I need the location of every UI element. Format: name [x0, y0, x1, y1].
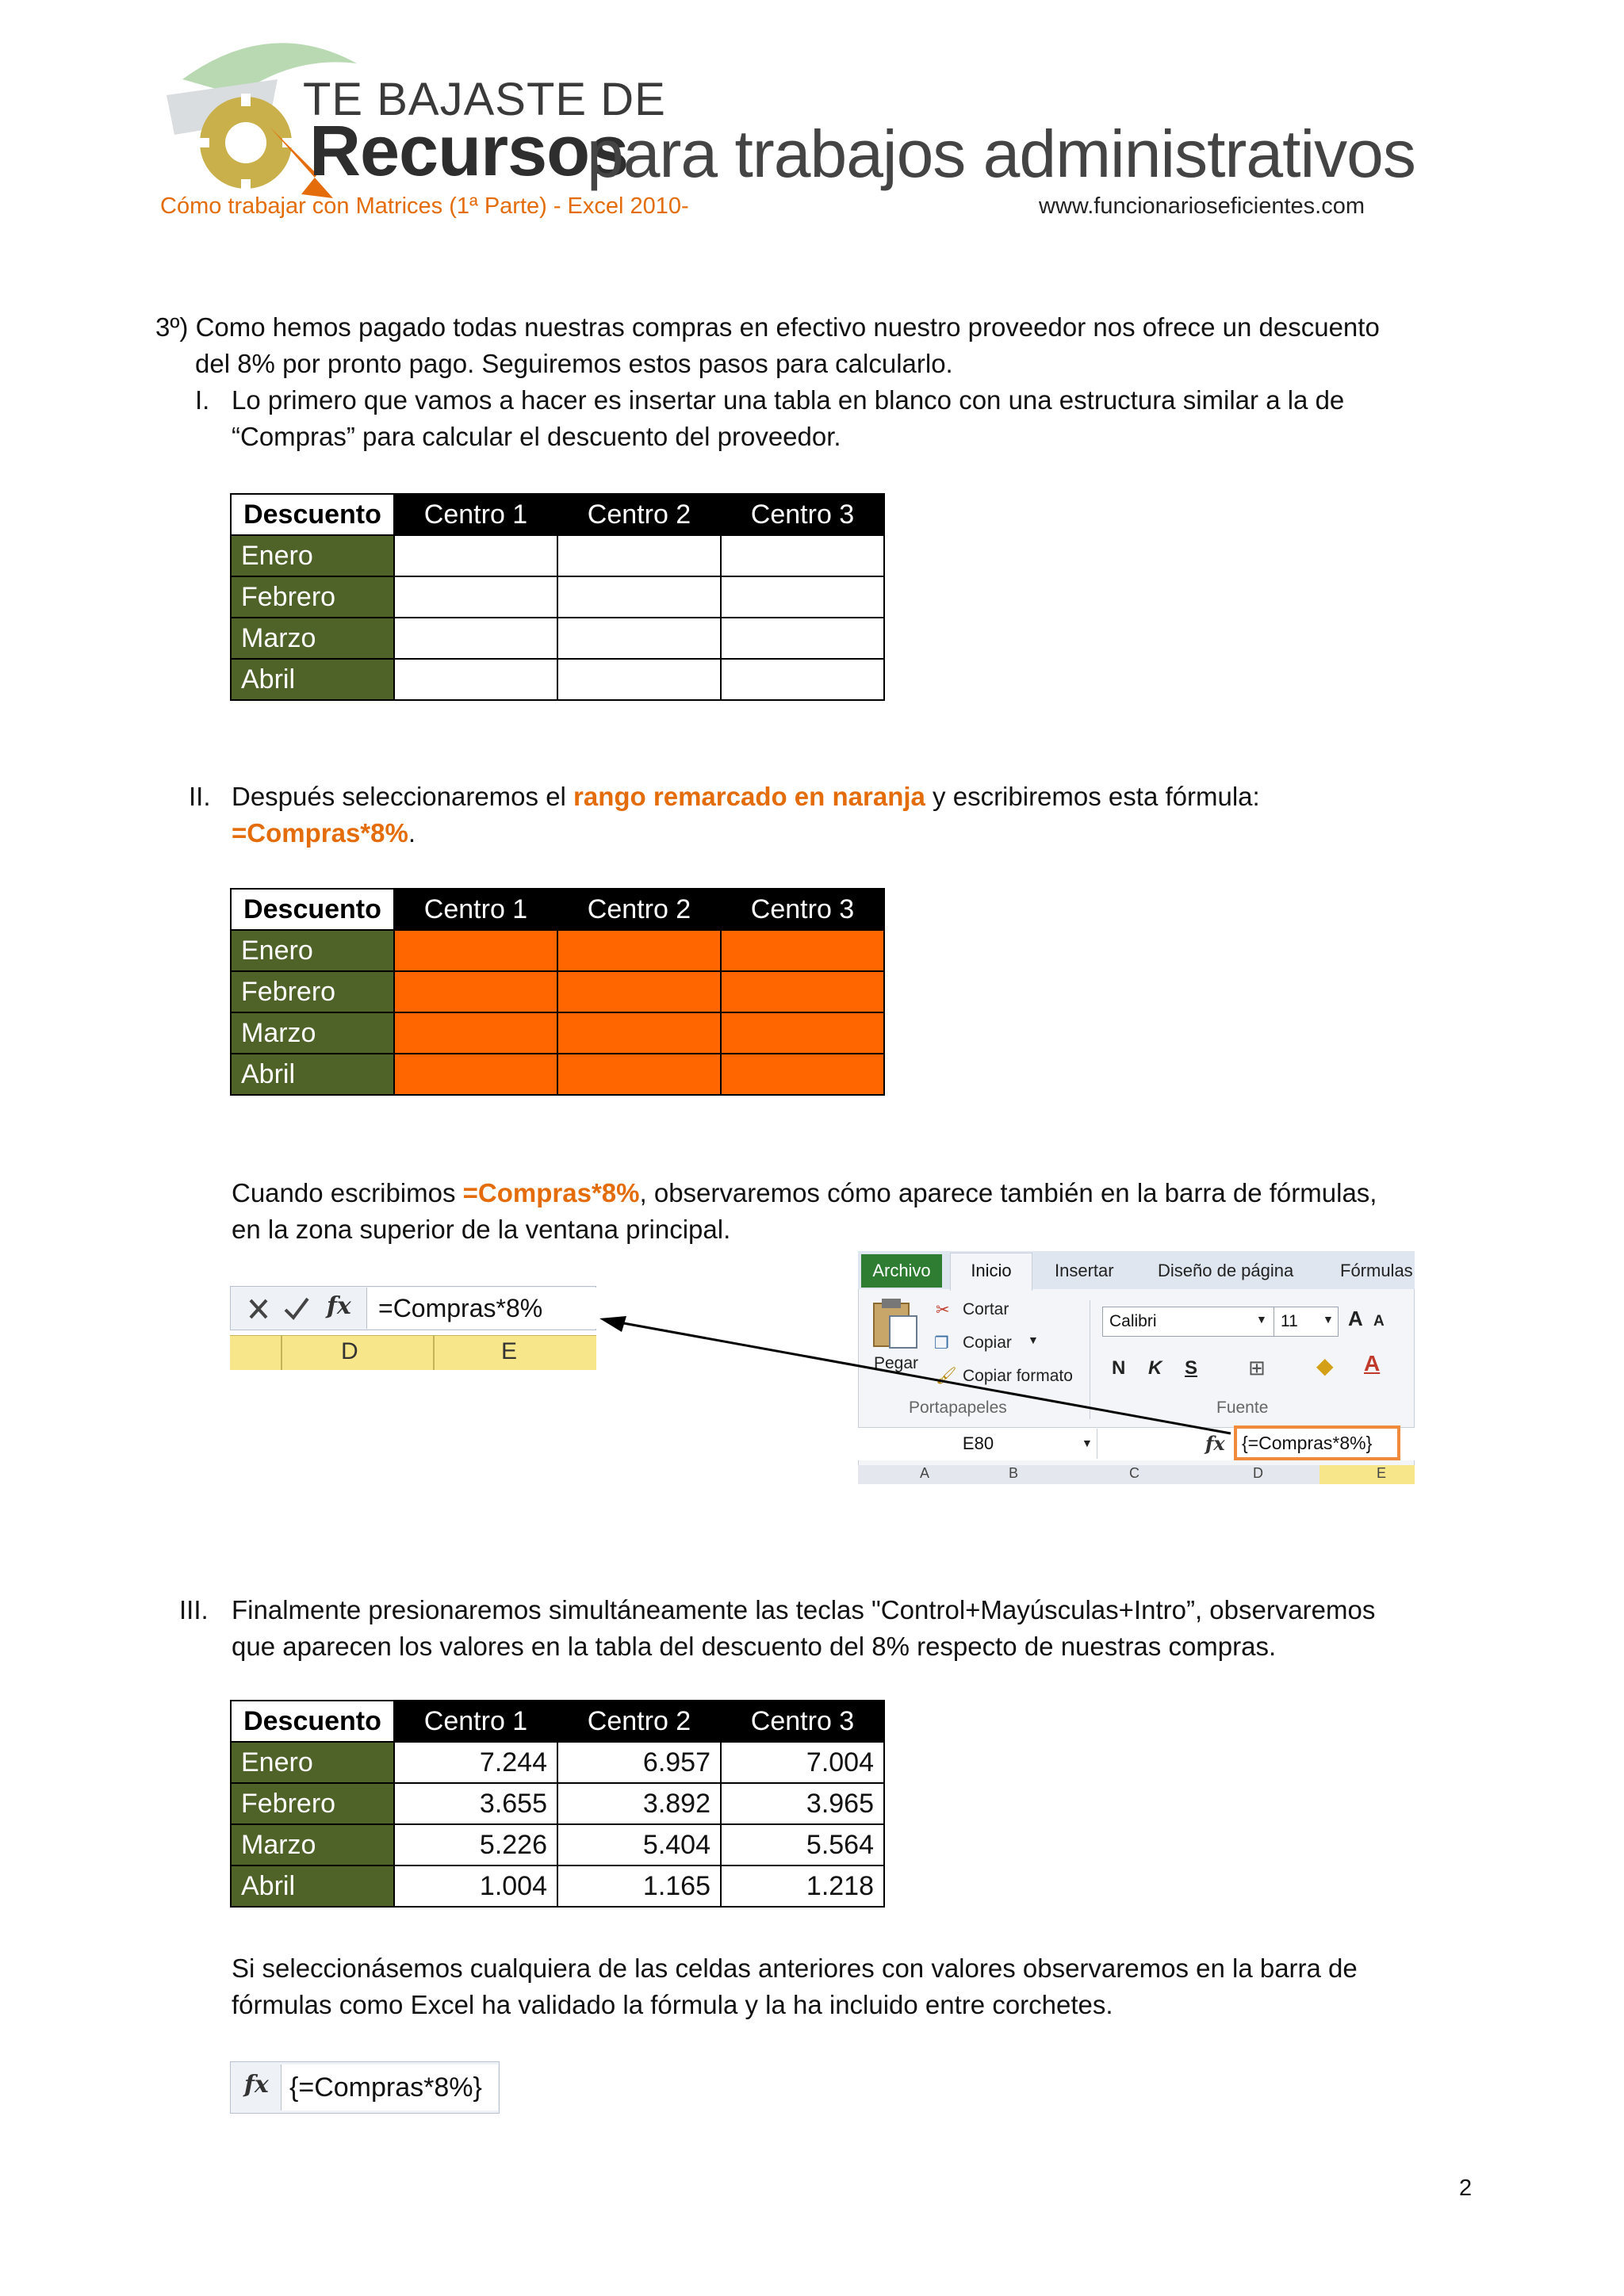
font-name-select[interactable]: Calibri [1102, 1307, 1275, 1337]
row-header-marzo: Marzo [231, 618, 394, 659]
step3-marker: III. [179, 1595, 209, 1624]
column-header-a[interactable]: A [920, 1465, 930, 1481]
font-group-label: Fuente [1216, 1399, 1269, 1417]
column-header-centro2: Centro 2 [557, 494, 721, 535]
paste-label[interactable]: Pegar [874, 1354, 919, 1372]
fx-icon[interactable]: fx [244, 2071, 269, 2099]
value-cell[interactable]: 3.965 [721, 1783, 884, 1824]
formula-note-text-b: , observaremos cómo aparece también en la barra de fórmulas, [639, 1178, 1377, 1207]
value-cell[interactable]: 5.404 [557, 1824, 721, 1866]
format-painter-button[interactable]: Copiar formato [963, 1367, 1073, 1385]
column-header-centro2: Centro 2 [557, 1701, 721, 1742]
row-header-febrero: Febrero [231, 971, 394, 1012]
page-number: 2 [1459, 2175, 1473, 2201]
results-table [230, 1700, 885, 1908]
step3-line1: Finalmente presionaremos simultáneamente las teclas "Control+Mayúsculas+Intro”, observaremos [232, 1595, 1376, 1624]
column-header-centro1: Centro 1 [394, 1701, 557, 1742]
grow-font-icon[interactable]: A [1348, 1307, 1363, 1330]
row-header-abril: Abril [231, 1054, 394, 1095]
copy-button[interactable]: Copiar [963, 1334, 1012, 1352]
row-header-marzo: Marzo [231, 1012, 394, 1054]
website-link[interactable]: www.funcionarioseficientes.com [1039, 193, 1365, 219]
value-cell[interactable]: 7.004 [721, 1742, 884, 1783]
shrink-font-icon[interactable]: A [1373, 1313, 1385, 1330]
step1-line2: “Compras” para calcular el descuento del proveedor. [232, 422, 841, 451]
tab-archivo[interactable]: Archivo [861, 1254, 942, 1288]
borders-icon[interactable]: ⊞ [1248, 1356, 1266, 1380]
step2-formula: =Compras*8% [232, 818, 408, 848]
value-cell[interactable]: 1.165 [557, 1866, 721, 1907]
font-size-select[interactable]: 11 [1274, 1307, 1339, 1337]
formula-input[interactable]: =Compras*8% [366, 1288, 596, 1329]
row-header-febrero: Febrero [231, 1783, 394, 1824]
table-row [231, 1742, 884, 1783]
column-header-c[interactable]: C [1129, 1465, 1139, 1481]
row-header-enero: Enero [231, 535, 394, 576]
column-header-d[interactable]: D [341, 1338, 358, 1364]
step1-line1: Lo primero que vamos a hacer es insertar una tabla en blanco con una estructura similar a la de [232, 385, 1345, 415]
italic-button[interactable]: K [1148, 1357, 1162, 1379]
intro-line1: 3º) Como hemos pagado todas nuestras compras en efectivo nuestro proveedor nos ofrece un descuento [155, 312, 1380, 342]
tab-insertar[interactable]: Insertar [1055, 1261, 1114, 1280]
fill-color-icon[interactable]: ◆ [1316, 1353, 1334, 1378]
column-header-centro3: Centro 3 [721, 1701, 884, 1742]
name-box[interactable]: E80 [860, 1429, 1097, 1459]
row-header-abril: Abril [231, 659, 394, 700]
chevron-down-icon[interactable]: ▼ [1323, 1313, 1334, 1326]
table-row [231, 1866, 884, 1907]
formula-note-line2: en la zona superior de la ventana principal. [232, 1215, 731, 1244]
step2-highlight: rango remarcado en naranja [573, 782, 925, 811]
chevron-down-icon[interactable]: ▼ [1028, 1334, 1039, 1346]
row-header-enero: Enero [231, 930, 394, 971]
column-header-centro1: Centro 1 [394, 889, 557, 930]
copy-icon[interactable]: ❐ [934, 1334, 949, 1353]
column-header-e[interactable]: E [501, 1338, 518, 1364]
font-color-icon[interactable]: A [1364, 1351, 1381, 1376]
step3-line2: que aparecen los valores en la tabla del descuento del 8% respecto de nuestras compras. [232, 1632, 1277, 1661]
table-corner-header: Descuento [231, 1701, 394, 1742]
column-header-centro2: Centro 2 [557, 889, 721, 930]
column-header-centro1: Centro 1 [394, 494, 557, 535]
tab-formulas[interactable]: Fórmulas [1340, 1261, 1413, 1280]
ribbon-formula-input[interactable]: {=Compras*8%} [1234, 1425, 1400, 1460]
fx-icon[interactable]: fx [1205, 1432, 1225, 1455]
bold-button[interactable]: N [1112, 1357, 1126, 1379]
cut-icon[interactable]: ✂ [936, 1301, 950, 1319]
step2-marker: II. [189, 782, 211, 811]
value-cell[interactable]: 6.957 [557, 1742, 721, 1783]
closing-line1: Si seleccionásemos cualquiera de las celdas anteriores con valores observaremos en la barra de [232, 1954, 1358, 1983]
chevron-down-icon[interactable]: ▼ [1256, 1313, 1267, 1326]
step1-marker: I. [195, 385, 210, 415]
value-cell[interactable]: 5.564 [721, 1824, 884, 1866]
array-formula-input[interactable]: {=Compras*8%} [281, 2064, 498, 2110]
fx-icon[interactable]: fx [327, 1292, 351, 1320]
value-cell[interactable]: 7.244 [394, 1742, 557, 1783]
tab-inicio[interactable]: Inicio [950, 1253, 1032, 1291]
row-header-febrero: Febrero [231, 576, 394, 618]
step2-text-b: y escribiremos esta fórmula: [925, 782, 1260, 811]
logo-title-tagline: para trabajos administrativos [587, 117, 1415, 191]
formula-note-formula: =Compras*8% [462, 1178, 640, 1207]
value-cell[interactable]: 1.004 [394, 1866, 557, 1907]
column-header-b[interactable]: B [1009, 1465, 1019, 1481]
row-header-abril: Abril [231, 1866, 394, 1907]
step2-text-a: Después seleccionaremos el [232, 782, 574, 811]
chevron-down-icon[interactable]: ▼ [1082, 1437, 1093, 1449]
table-row [231, 1783, 884, 1824]
closing-line2: fórmulas como Excel ha validado la fórmula y la ha incluido entre corchetes. [232, 1990, 1113, 2019]
table-corner-header: Descuento [231, 889, 394, 930]
table-corner-header: Descuento [231, 494, 394, 535]
tab-diseno-pagina[interactable]: Diseño de página [1158, 1261, 1294, 1280]
column-header-d[interactable]: D [1253, 1465, 1263, 1481]
intro-line2: del 8% por pronto pago. Seguiremos estos pasos para calcularlo. [195, 349, 953, 378]
formula-note-text-a: Cuando escribimos [232, 1178, 463, 1207]
value-cell[interactable]: 1.218 [721, 1866, 884, 1907]
row-header-enero: Enero [231, 1742, 394, 1783]
value-cell[interactable]: 3.655 [394, 1783, 557, 1824]
table-row [231, 1824, 884, 1866]
value-cell[interactable]: 3.892 [557, 1783, 721, 1824]
value-cell[interactable]: 5.226 [394, 1824, 557, 1866]
column-header-centro3: Centro 3 [721, 494, 884, 535]
logo-title-recursos: Recursos [309, 112, 629, 191]
document-title: Cómo trabajar con Matrices (1ª Parte) - Excel 2010- [160, 193, 689, 219]
column-header-e[interactable]: E [1377, 1465, 1387, 1481]
column-header-centro3: Centro 3 [721, 889, 884, 930]
underline-button[interactable]: S [1185, 1357, 1198, 1379]
step2-formula-end: . [408, 818, 416, 848]
cut-button[interactable]: Cortar [963, 1300, 1009, 1318]
clipboard-group-label: Portapapeles [909, 1399, 1007, 1417]
format-painter-icon[interactable]: 🖌 [936, 1367, 957, 1385]
row-header-marzo: Marzo [231, 1824, 394, 1866]
logo-title-line1: TE BAJASTE DE [303, 74, 666, 125]
